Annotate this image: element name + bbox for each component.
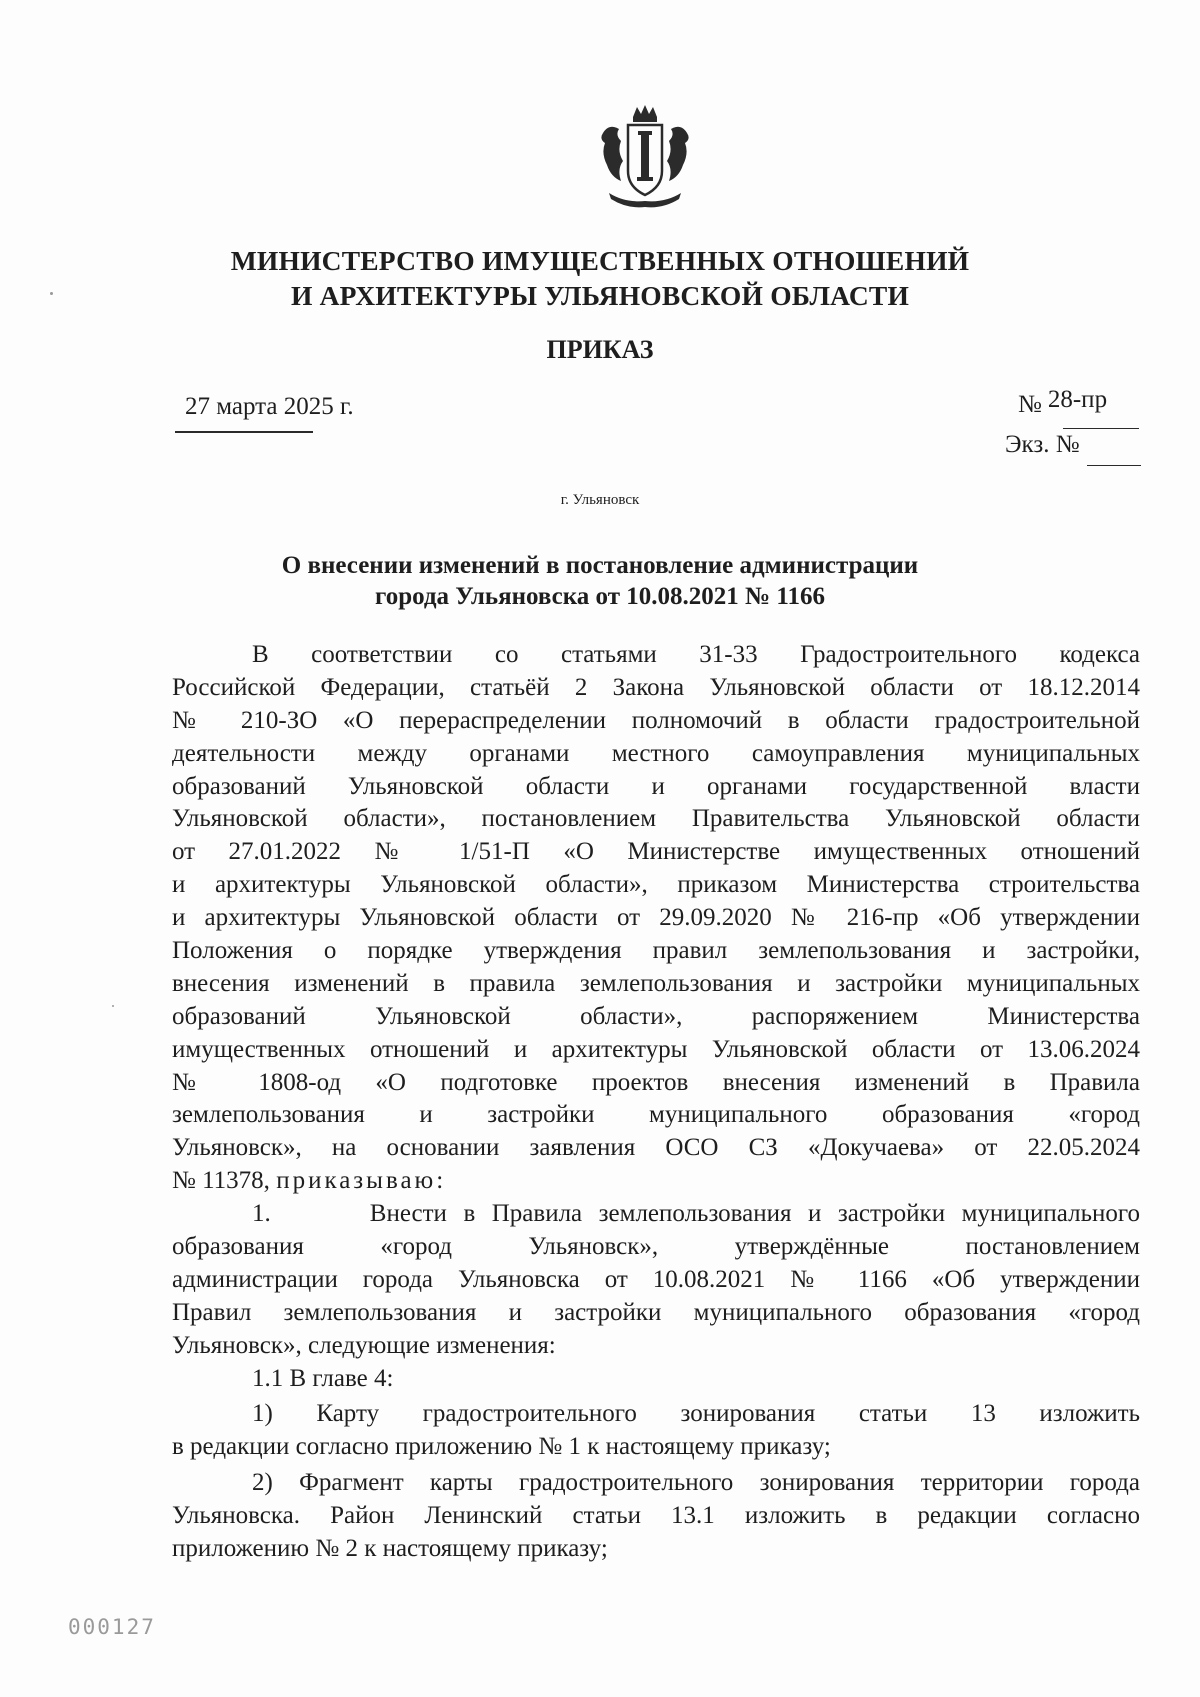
body-line: деятельности между органами местного самоуправления муниципальных — [172, 739, 1140, 767]
item-1-text: Внести в Правила землепользования и застройки муниципального — [369, 1200, 1141, 1228]
body-line: и архитектуры Ульяновской области от 29.09.2020 № 216-пр «Об утверждении — [172, 904, 1140, 932]
title-line: О внесении изменений в постановление администрации — [281, 552, 919, 579]
number-value: 28-пр — [1047, 386, 1108, 413]
document-type: ПРИКАЗ — [546, 335, 654, 364]
scan-speck — [112, 1005, 114, 1007]
body-line: В соответствии со статьями 31-33 Градостроительного кодекса — [252, 641, 1140, 668]
order-date: 27 марта 2025 г. — [185, 393, 354, 420]
subitem-2-line: 2) Фрагмент карты градостроительного зонирования территории города — [252, 1469, 1140, 1497]
number-underline — [1063, 428, 1139, 429]
copy-underline — [1087, 465, 1141, 466]
item-1-line: образования «город Ульяновск», утверждённые постановлением — [172, 1233, 1140, 1261]
body-line: Ульяновской области», постановлением Правительства Ульяновской области — [172, 805, 1140, 833]
number-label: № — [1018, 391, 1042, 418]
ministry-name-line: И АРХИТЕКТУРЫ УЛЬЯНОВСКОЙ ОБЛАСТИ — [290, 280, 910, 311]
subitem-2-line: приложению № 2 к настоящему приказу; — [172, 1535, 608, 1563]
body-line: № 210-ЗО «О перераспределении полномочий в области градостроительной — [172, 706, 1140, 734]
body-line: Положения о порядке утверждения правил землепользования и застройки, — [172, 937, 1140, 965]
item-1-line: администрации города Ульяновска от 10.08.2021 № 1166 «Об утверждении — [172, 1265, 1140, 1293]
page-stamp: 000127 — [68, 1615, 156, 1639]
body-line: и архитектуры Ульяновской области», приказом Министерства строительства — [172, 871, 1140, 899]
title-line: города Ульяновска от 10.08.2021 № 1166 — [374, 583, 825, 610]
body-line: образований Ульяновской области», распоряжением Министерства — [172, 1002, 1140, 1030]
item-1-line: Правил землепользования и застройки муниципального образования «город — [172, 1298, 1140, 1326]
document-body — [172, 639, 1140, 1566]
body-line: образований Ульяновской области и органами государственной власти — [172, 772, 1140, 800]
document-title — [240, 550, 960, 612]
ministry-name-line: МИНИСТЕРСТВО ИМУЩЕСТВЕННЫХ ОТНОШЕНИЙ — [230, 245, 970, 276]
body-line: Ульяновск», на основании заявления ОСО СЗ «Докучаева» от 22.05.2024 — [172, 1134, 1140, 1162]
order-number — [1018, 386, 1108, 419]
date-underline — [175, 431, 313, 433]
subitem-1-line: 1) Карту градостроительного зонирования статьи 13 изложить — [252, 1400, 1140, 1428]
copy-number: Экз. № — [1005, 431, 1080, 458]
body-line: внесения изменений в правила землепользования и застройки муниципальных — [172, 969, 1140, 997]
item-1-number: 1. — [252, 1200, 271, 1228]
body-line: имущественных отношений и архитектуры Ульяновской области от 13.06.2024 — [172, 1035, 1140, 1063]
item-1-line — [172, 1198, 1140, 1231]
body-line: № 1808-од «О подготовке проектов внесения изменений в Правила — [172, 1068, 1140, 1096]
body-line: землепользования и застройки муниципального образования «город — [172, 1101, 1140, 1129]
body-line-last — [172, 1165, 1140, 1198]
ministry-name — [200, 243, 1000, 313]
coat-of-arms-icon — [595, 103, 695, 211]
scan-speck — [50, 292, 53, 295]
subitem-heading: 1.1 В главе 4: — [252, 1364, 394, 1392]
body-line: Российской Федерации, статьёй 2 Закона Ульяновской области от 18.12.2014 — [172, 673, 1140, 701]
order-ref: № 11378, — [172, 1167, 277, 1195]
item-1-line: Ульяновск», следующие изменения: — [172, 1331, 556, 1359]
subitem-2-line: Ульяновска. Район Ленинский статьи 13.1 изложить в редакции согласно — [172, 1502, 1140, 1530]
city: г. Ульяновск — [560, 492, 640, 508]
body-line: от 27.01.2022 № 1/51-П «О Министерстве имущественных отношений — [172, 838, 1140, 866]
subitem-1-line: в редакции согласно приложению № 1 к настоящему приказу; — [172, 1433, 831, 1461]
order-verb: приказываю: — [276, 1167, 447, 1195]
